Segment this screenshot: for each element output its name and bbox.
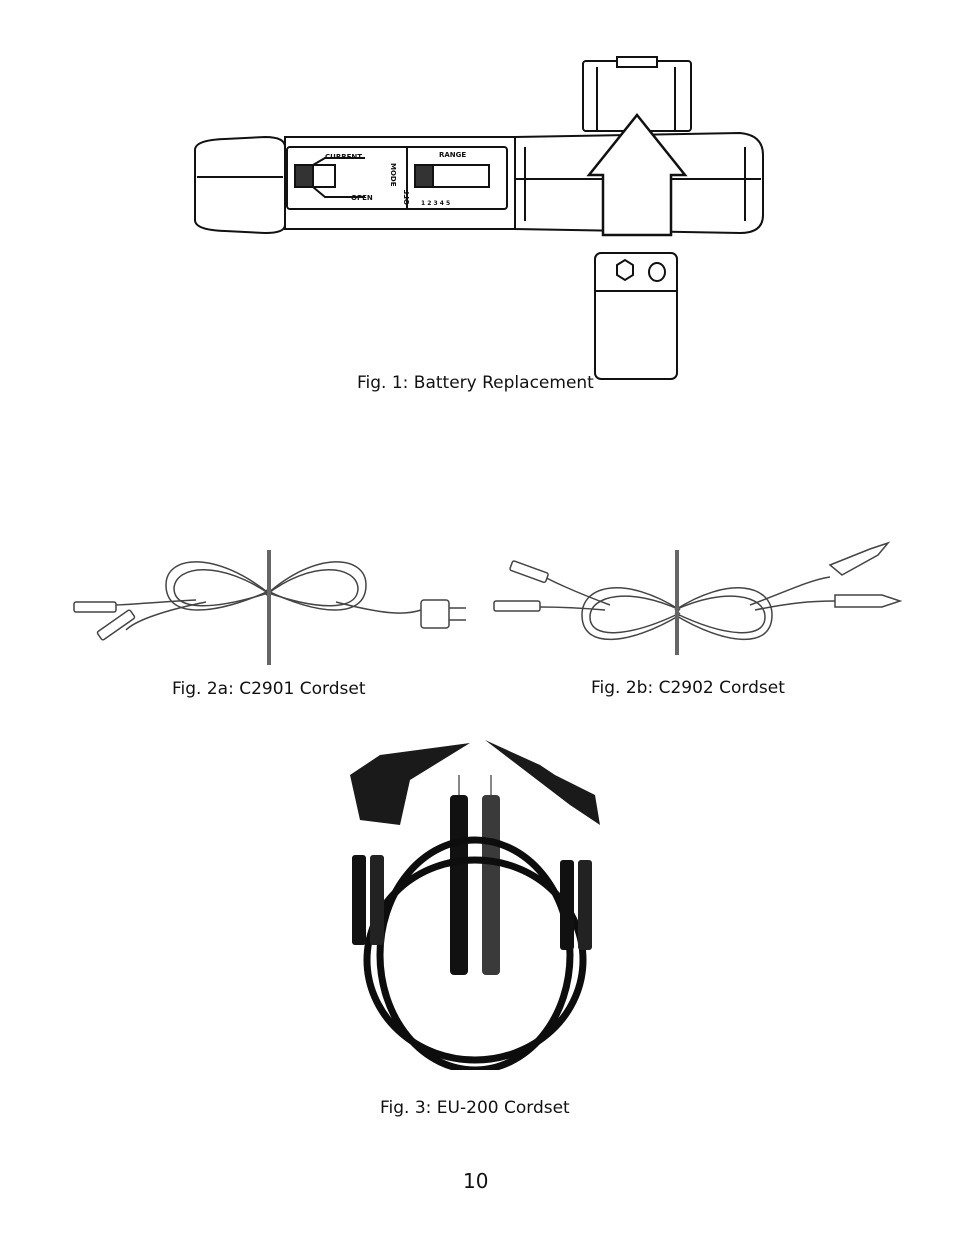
eu200-cordset-photo xyxy=(340,735,610,1070)
fig1-caption: Fig. 1: Battery Replacement xyxy=(357,373,594,393)
current-label: CURRENT xyxy=(325,153,363,161)
fig2a-caption: Fig. 2a: C2901 Cordset xyxy=(172,679,366,699)
fig3-illustration xyxy=(340,735,610,1070)
fig1-illustration xyxy=(185,55,775,385)
instrument-battery-drawing xyxy=(185,55,775,385)
range-steps-label: 1 2 3 4 5 xyxy=(421,200,451,207)
fig2b-illustration xyxy=(490,535,910,670)
fig2b-caption: Fig. 2b: C2902 Cordset xyxy=(591,678,785,698)
mode-label: MODE xyxy=(389,163,397,187)
range-label: RANGE xyxy=(439,151,467,159)
off-label: OFF xyxy=(403,189,411,205)
fig3-caption: Fig. 3: EU-200 Cordset xyxy=(380,1098,570,1118)
fig2a-illustration xyxy=(66,540,486,675)
c2901-cordset-drawing xyxy=(66,540,486,675)
page-number: 10 xyxy=(463,1169,489,1193)
open-label: OPEN xyxy=(351,194,373,202)
c2902-cordset-drawing xyxy=(490,535,910,670)
